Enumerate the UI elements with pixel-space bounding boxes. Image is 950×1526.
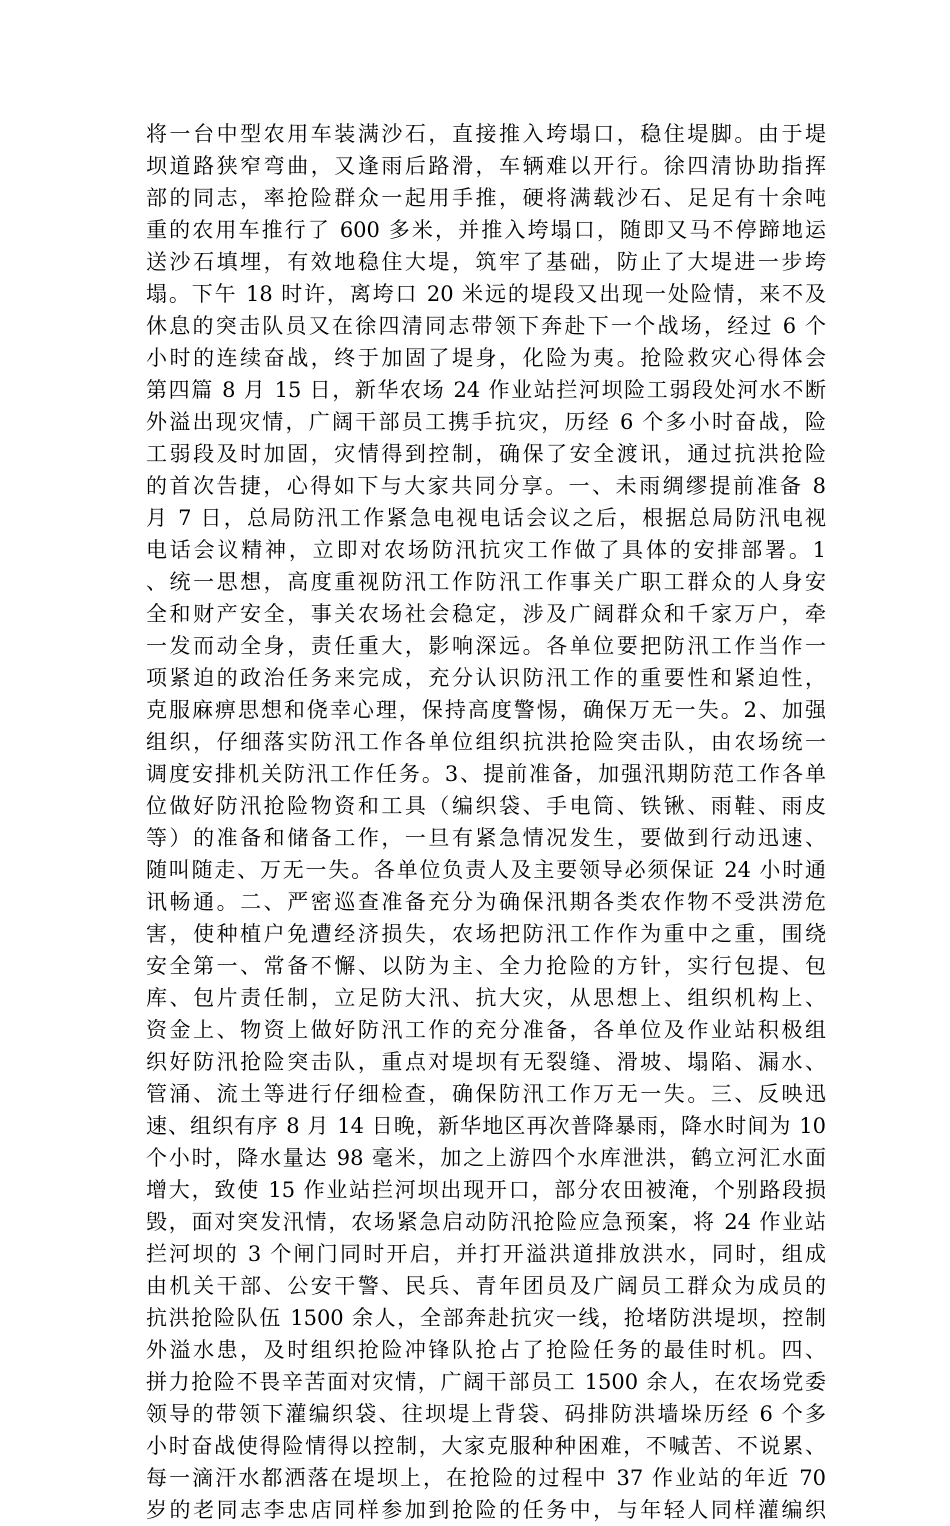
text-line: 每一滴汗水都洒落在堤坝上，在抢险的过程中 37 作业站的年近 70: [146, 1466, 826, 1490]
text-line: 安全第一、常备不懈、以防为主、全力抢险的方针，实行包提、包: [146, 954, 826, 978]
text-line: 月 7 日，总局防汛工作紧急电视电话会议之后，根据总局防汛电视: [146, 506, 826, 530]
text-line: 拦河坝的 3 个闸门同时开启，并打开溢洪道排放洪水，同时，组成: [146, 1242, 826, 1266]
text-line: 组织，仔细落实防汛工作各单位组织抗洪抢险突击队，由农场统一: [146, 730, 826, 754]
text-line: 调度安排机关防汛工作任务。3、提前准备，加强汛期防范工作各单: [146, 762, 826, 786]
text-line: 送沙石填埋，有效地稳住大堤，筑牢了基础，防止了大堤进一步垮: [146, 250, 826, 274]
body-text: [146, 118, 826, 1526]
text-line: 重的农用车推行了 600 多米，并推入垮塌口，随即又马不停蹄地运: [146, 218, 826, 242]
text-line: 克服麻痹思想和侥幸心理，保持高度警惕，确保万无一失。2、加强: [146, 698, 826, 722]
text-line: 将一台中型农用车装满沙石，直接推入垮塌口，稳住堤脚。由于堤: [146, 122, 826, 146]
text-line: 由机关干部、公安干警、民兵、青年团员及广阔员工群众为成员的: [146, 1274, 826, 1298]
text-line: 塌。下午 18 时许，离垮口 20 米远的堤段又出现一处险情，来不及: [146, 282, 826, 306]
text-line: 电话会议精神，立即对农场防汛抗灾工作做了具体的安排部署。1: [146, 538, 826, 562]
text-line: 位做好防汛抢险物资和工具（编织袋、手电筒、铁锹、雨鞋、雨皮: [146, 794, 826, 818]
text-line: 讯畅通。二、严密巡查准备充分为确保汛期各类农作物不受洪涝危: [146, 890, 826, 914]
text-line: 害，使种植户免遭经济损失，农场把防汛工作作为重中之重，围绕: [146, 922, 826, 946]
text-line: 小时的连续奋战，终于加固了堤身，化险为夷。抢险救灾心得体会: [146, 346, 826, 370]
text-line: 部的同志，率抢险群众一起用手推，硬将满载沙石、足足有十余吨: [146, 186, 826, 210]
text-line: 等）的准备和储备工作，一旦有紧急情况发生，要做到行动迅速、: [146, 826, 826, 850]
text-line: 工弱段及时加固，灾情得到控制，确保了安全渡讯，通过抗洪抢险: [146, 442, 826, 466]
text-line: 、统一思想，高度重视防汛工作防汛工作事关广职工群众的人身安: [146, 570, 826, 594]
text-line: 坝道路狭窄弯曲，又逢雨后路滑，车辆难以开行。徐四清协助指挥: [146, 154, 826, 178]
text-line: 毁，面对突发汛情，农场紧急启动防汛抢险应急预案，将 24 作业站: [146, 1210, 826, 1234]
text-line: 管涌、流土等进行仔细检查，确保防汛工作万无一失。三、反映迅: [146, 1082, 826, 1106]
text-line: 速、组织有序 8 月 14 日晚，新华地区再次普降暴雨，降水时间为 10: [146, 1114, 826, 1138]
text-line: 第四篇 8 月 15 日，新华农场 24 作业站拦河坝险工弱段处河水不断: [146, 378, 826, 402]
text-line: 抗洪抢险队伍 1500 余人，全部奔赴抗灾一线，抢堵防洪堤坝，控制: [146, 1306, 826, 1330]
text-line: 岁的老同志李忠店同样参加到抢险的任务中，与年轻人同样灌编织: [146, 1498, 826, 1522]
text-line: 增大，致使 15 作业站拦河坝出现开口，部分农田被淹，个别路段损: [146, 1178, 826, 1202]
text-line: 休息的突击队员又在徐四清同志带领下奔赴下一个战场，经过 6 个: [146, 314, 826, 338]
text-line: 拼力抢险不畏辛苦面对灾情，广阔干部员工 1500 余人，在农场党委: [146, 1370, 826, 1394]
text-line: 的首次告捷，心得如下与大家共同分享。一、未雨绸缪提前准备 8: [146, 474, 826, 498]
text-line: 小时奋战使得险情得以控制，大家克服种种困难，不喊苦、不说累、: [146, 1434, 826, 1458]
text-line: 全和财产安全，事关农场社会稳定，涉及广阔群众和千家万户，牵: [146, 602, 826, 626]
text-line: 领导的带领下灌编织袋、往坝堤上背袋、码排防洪墙垛历经 6 个多: [146, 1402, 826, 1426]
text-line: 库、包片责任制，立足防大汛、抗大灾，从思想上、组织机构上、: [146, 986, 826, 1010]
text-line: 随叫随走、万无一失。各单位负责人及主要领导必须保证 24 小时通: [146, 858, 826, 882]
text-line: 资金上、物资上做好防汛工作的充分准备，各单位及作业站积极组: [146, 1018, 826, 1042]
text-line: 外溢出现灾情，广阔干部员工携手抗灾，历经 6 个多小时奋战，险: [146, 410, 826, 434]
text-line: 个小时，降水量达 98 毫米，加之上游四个水库泄洪，鹤立河汇水面: [146, 1146, 826, 1170]
text-line: 外溢水患，及时组织抢险冲锋队抢占了抢险任务的最佳时机。四、: [146, 1338, 826, 1362]
text-line: 织好防汛抢险突击队，重点对堤坝有无裂缝、滑坡、塌陷、漏水、: [146, 1050, 826, 1074]
text-line: 项紧迫的政治任务来完成，充分认识防汛工作的重要性和紧迫性，: [146, 666, 826, 690]
text-line: 一发而动全身，责任重大，影响深远。各单位要把防汛工作当作一: [146, 634, 826, 658]
